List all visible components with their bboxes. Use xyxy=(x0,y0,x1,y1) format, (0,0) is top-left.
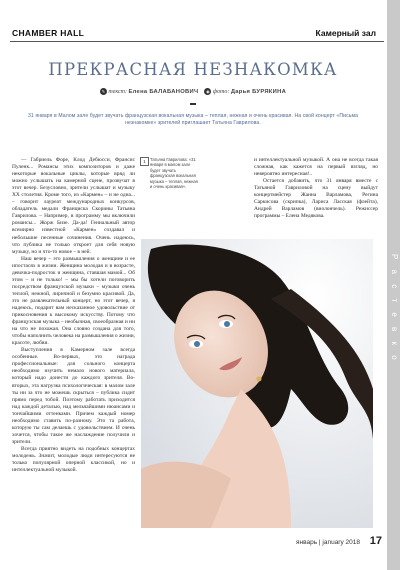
body-column-right xyxy=(254,157,378,239)
pen-icon: ✎ xyxy=(101,89,106,94)
section-label-ru: Камерный зал xyxy=(315,28,376,38)
section-label-en: CHAMBER HALL xyxy=(12,28,85,38)
portrait-illustration xyxy=(141,239,373,528)
paragraph: Выступления в Камерном зале всегда особенные. Во-первых, это награда профессиональные: для сольного концерта необходимо изучить немало нового материала, который надо донести до каждого зрителя. Во-вторых, эта нагрузка психологическая: в малом зале ты ни за что не можешь скрыться – публика сидит прямо перед тобой. Поэтому работать приходится над каждой деталью, над мельчайшими нюансами и тончайшими оттенками. Причем каждый номер необходимо ставить по-разному. Это та работа, которую ты сам делаешь с удовольствием. И очень хочется, чтобы такое же наслаждение получили и зрители. xyxy=(12,347,135,445)
paragraph: — Габриель Форе, Клод Дебюсси, Франсис Пуленк... Романсы этих композиторов и даже некоторые вокальные циклы, которые вряд ли можно услышать на камерной сцене, прозвучат в этот вечер. Безусловно, зрители услышат и музыку XX столетия. Кроме того, из «Кармен» – и не одна... – говорит лауреат международных конкурсов, обладатель медали Франциска Скорины Татьяна Гаврилова. – Например, в программу мы включили романсы... Жорж Бизе. Да-да! Гениальный автор всемирно известной «Кармен» создавал и небольшие песенные сочинения. Очень надеюсь, что публика не только откроет для себя новую музыку, но и что-то новое – в ней. xyxy=(12,157,135,255)
page-header xyxy=(0,28,386,40)
camera-icon: ◉ xyxy=(206,89,210,94)
paragraph: Наш вечер – это размышления о женщине и ее ипостасях в жизни. Женщина молодая и в возрасте, девочка-подросток и женщина, ставшая мамой... Об этом – и не только! – мы бы хотели поговорить посредством французской музыки – музыки очень теплой, нежной, лиричной и безумно красивой. Да, это не развлекательный концерт, но этот вечер, я надеюсь, подарит вам несказанное удовольствие от прикосновения к высокому искусству. Потому что французская музыка – необычная, своеобразная и ни на что не похожая. Она словно создана для того, чтобы наполнить человека на размышления о жизни, красоте, любви. xyxy=(12,255,135,347)
photo-role: фото: xyxy=(212,88,230,95)
portrait-photo xyxy=(141,239,373,528)
page-number: 17 xyxy=(369,535,382,547)
body-column-left xyxy=(12,157,135,557)
text-author: Елена БАЛАБАНОВИЧ xyxy=(128,88,199,95)
side-note-number: 1 xyxy=(140,157,149,166)
photo-author: Дарья БУРЯКИНА xyxy=(230,88,287,95)
text-role: текст: xyxy=(108,88,127,95)
side-note: Татьяна Гаврилова: «31 января в малом зале будет звучать французская вокальная музыка – теплая, нежная и очень красивая». xyxy=(150,157,198,190)
title-dash xyxy=(190,103,196,105)
credits-line xyxy=(0,88,386,95)
article-title: ПРЕКРАСНАЯ НЕЗНАКОМКА xyxy=(48,60,338,79)
issue-date: январь | january 2018 xyxy=(296,539,360,546)
paragraph: и интеллектуальной музыкой. А она не всегда такая сложная, как кажется на первый взгляд, но невероятно интересная!.. xyxy=(254,157,378,178)
rail-label: Р а с т е в к о xyxy=(390,254,399,364)
paragraph: Всегда приятно видеть на подобных концертах молодежь. Значит, молодые люди интересуются не только популярной оперной классикой, но и интеллектуальной музыкой. xyxy=(12,445,135,474)
article-lead: 31 января в Малом зале будет звучать французская вокальная музыка – теплая, нежная и очень красивая. На свой концерт «Письма незнакомке» зрителей приглашает Татьяна Гаврилова. xyxy=(27,113,359,127)
header-divider xyxy=(10,41,384,42)
paragraph: Остается добавить, что 31 января вместе с Татьяной Гавриловой на сцену выйдут концертмейстер Жанна Варламова, Регина Саркисова (скрипка), Лариса Ласская (флейта), Андрей Варламов (виолончель). Режиссер программы – Елена Медякова. xyxy=(254,178,378,220)
